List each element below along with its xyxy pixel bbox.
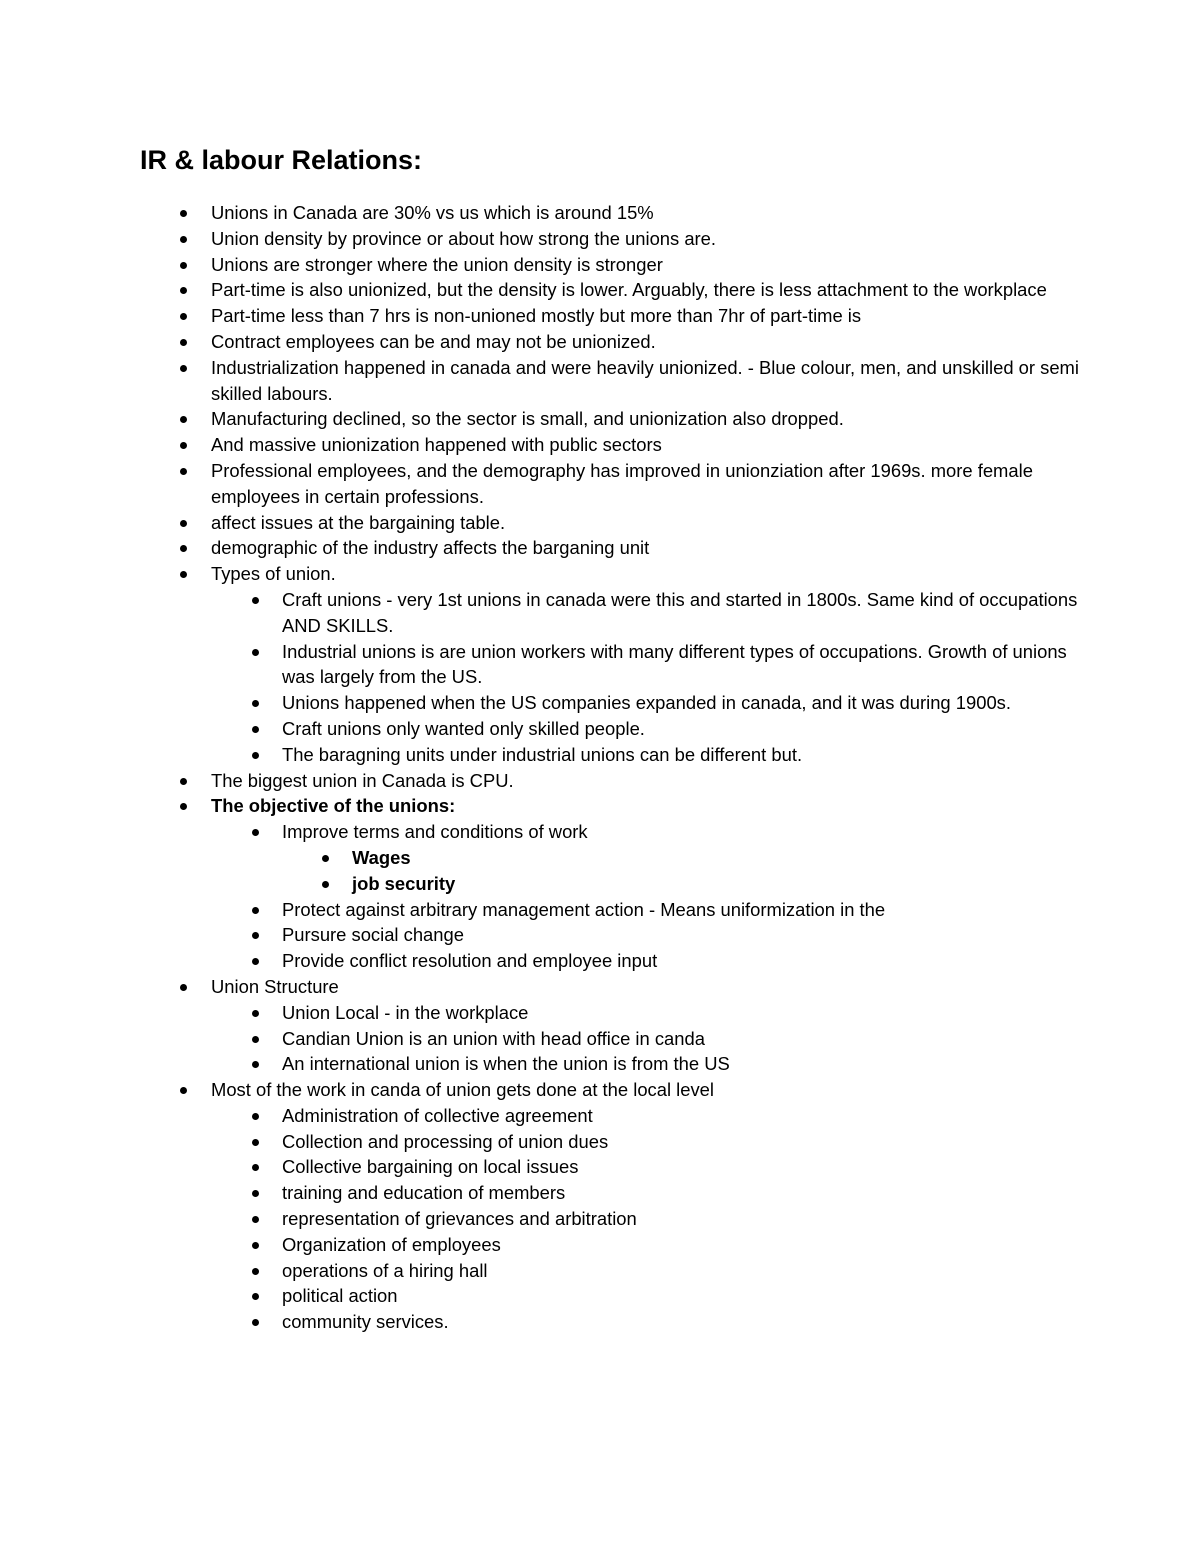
list-item	[140, 1051, 1080, 1077]
list-item-text: affect issues at the bargaining table.	[211, 511, 506, 533]
list-item-text: And massive unionization happened with public sectors	[211, 434, 662, 456]
list-item	[140, 1309, 1080, 1335]
bullet-icon	[252, 1010, 259, 1017]
list-item-text: Candian Union is an union with head office in canda	[282, 1027, 705, 1049]
list-item	[140, 329, 1080, 355]
list-item-text: Craft unions - very 1st unions in canada were this and started in 1800s. Same kind of occupations AND SKILLS.	[282, 588, 1078, 636]
list-item	[140, 458, 1080, 510]
bullet-icon	[252, 1061, 259, 1068]
bullet-icon	[180, 520, 187, 527]
list-item-text: Provide conflict resolution and employee input	[282, 950, 658, 972]
bullet-icon	[252, 700, 259, 707]
notes-list	[140, 200, 1080, 1335]
list-item-text: Craft unions only wanted only skilled people.	[282, 717, 645, 739]
document-page	[140, 140, 1080, 1335]
list-item	[140, 277, 1080, 303]
bullet-icon	[180, 339, 187, 346]
bullet-icon	[252, 1242, 259, 1249]
list-item-text: job security	[352, 872, 456, 894]
list-item	[140, 793, 1080, 819]
list-item	[140, 226, 1080, 252]
bullet-icon	[252, 1319, 259, 1326]
bullet-icon	[252, 829, 259, 836]
list-item	[140, 200, 1080, 226]
list-item	[140, 1077, 1080, 1103]
list-item-text: Collection and processing of union dues	[282, 1130, 609, 1152]
list-item	[140, 716, 1080, 742]
list-item-text: Improve terms and conditions of work	[282, 821, 588, 843]
bullet-icon	[180, 287, 187, 294]
bullet-icon	[180, 571, 187, 578]
bullet-icon	[252, 958, 259, 965]
bullet-icon	[252, 1113, 259, 1120]
bullet-icon	[252, 752, 259, 759]
list-item-text: Union Structure	[211, 975, 339, 997]
list-item-text: Manufacturing declined, so the sector is small, and unionization also dropped.	[211, 408, 844, 430]
bullet-icon	[180, 545, 187, 552]
bullet-icon	[322, 855, 329, 862]
list-item-text: An international union is when the union is from the US	[282, 1053, 730, 1075]
bullet-icon	[252, 1268, 259, 1275]
bullet-icon	[180, 803, 187, 810]
list-item	[140, 871, 1080, 897]
bullet-icon	[180, 416, 187, 423]
list-item	[140, 303, 1080, 329]
list-item-text: training and education of members	[282, 1182, 566, 1204]
list-item	[140, 1232, 1080, 1258]
bullet-icon	[180, 984, 187, 991]
list-item-text: demographic of the industry affects the barganing unit	[211, 537, 650, 559]
list-item-text: Industrial unions is are union workers with many different types of occupations. Growth of unions was largely from the US.	[282, 640, 1067, 688]
list-item	[140, 561, 1080, 587]
list-item-text: political action	[282, 1285, 398, 1307]
list-item	[140, 1129, 1080, 1155]
list-item	[140, 1103, 1080, 1129]
list-item	[140, 690, 1080, 716]
list-item-text: Pursure social change	[282, 924, 464, 946]
list-item-text: Most of the work in canda of union gets done at the local level	[211, 1079, 714, 1101]
list-item-text: Unions in Canada are 30% vs us which is around 15%	[211, 202, 654, 223]
bullet-icon	[180, 313, 187, 320]
list-item-text: Union density by province or about how strong the unions are.	[211, 227, 717, 249]
bullet-icon	[252, 597, 259, 604]
bullet-icon	[180, 236, 187, 243]
list-item-text: Contract employees can be and may not be unionized.	[211, 330, 656, 352]
list-item-text: Wages	[352, 846, 411, 868]
list-item-text: Industrialization happened in canada and were heavily unionized. - Blue colour, men, and unskilled or semi skilled labours.	[211, 356, 1079, 404]
list-item	[140, 845, 1080, 871]
list-item	[140, 922, 1080, 948]
bullet-icon	[252, 907, 259, 914]
bullet-icon	[252, 1216, 259, 1223]
bullet-icon	[180, 1087, 187, 1094]
list-item	[140, 639, 1080, 691]
list-item-text: The objective of the unions:	[211, 795, 456, 817]
list-item-text: Part-time less than 7 hrs is non-unioned mostly but more than 7hr of part-time is	[211, 305, 862, 327]
list-item	[140, 768, 1080, 794]
list-item	[140, 819, 1080, 845]
bullet-icon	[252, 1293, 259, 1300]
list-item	[140, 1000, 1080, 1026]
list-item	[140, 1206, 1080, 1232]
list-item-text: Types of union.	[211, 563, 336, 585]
bullet-icon	[180, 442, 187, 449]
list-item	[140, 897, 1080, 923]
list-item	[140, 432, 1080, 458]
list-item-text: operations of a hiring hall	[282, 1259, 488, 1281]
list-item	[140, 587, 1080, 639]
bullet-icon	[252, 1190, 259, 1197]
list-item	[140, 742, 1080, 768]
bullet-icon	[252, 1164, 259, 1171]
bullet-icon	[180, 468, 187, 475]
list-item-text: The baragning units under industrial unions can be different but.	[282, 743, 803, 765]
list-item-text: Unions happened when the US companies expanded in canada, and it was during 1900s.	[282, 692, 1011, 714]
list-item	[140, 1258, 1080, 1284]
list-item	[140, 1154, 1080, 1180]
list-item-text: Professional employees, and the demography has improved in unionziation after 1969s. more female employees in certain professions.	[211, 459, 1033, 507]
list-item	[140, 948, 1080, 974]
bullet-icon	[180, 262, 187, 269]
list-item-text: Administration of collective agreement	[282, 1104, 593, 1126]
list-item	[140, 510, 1080, 536]
list-item-text: Union Local - in the workplace	[282, 1001, 529, 1023]
list-item-text: Organization of employees	[282, 1233, 501, 1255]
bullet-icon	[322, 881, 329, 888]
page-title: IR & labour Relations:	[140, 145, 423, 175]
bullet-icon	[180, 365, 187, 372]
list-item-text: Protect against arbitrary management action - Means uniformization in the	[282, 898, 886, 920]
list-item	[140, 252, 1080, 278]
list-item-text: Part-time is also unionized, but the density is lower. Arguably, there is less attachment to the workplace	[211, 279, 1047, 301]
bullet-icon	[252, 932, 259, 939]
list-item	[140, 974, 1080, 1000]
list-item	[140, 1026, 1080, 1052]
list-item-text: representation of grievances and arbitration	[282, 1208, 637, 1230]
bullet-icon	[180, 778, 187, 785]
list-item-text: community services.	[282, 1311, 449, 1333]
bullet-icon	[252, 649, 259, 656]
list-item	[140, 1180, 1080, 1206]
bullet-icon	[180, 210, 187, 217]
list-item-text: Unions are stronger where the union density is stronger	[211, 253, 663, 275]
list-item	[140, 406, 1080, 432]
list-item-text: The biggest union in Canada is CPU.	[211, 769, 514, 791]
bullet-icon	[252, 726, 259, 733]
list-item	[140, 355, 1080, 407]
list-item	[140, 1283, 1080, 1309]
bullet-icon	[252, 1036, 259, 1043]
list-item	[140, 535, 1080, 561]
bullet-icon	[252, 1139, 259, 1146]
list-item-text: Collective bargaining on local issues	[282, 1156, 579, 1178]
